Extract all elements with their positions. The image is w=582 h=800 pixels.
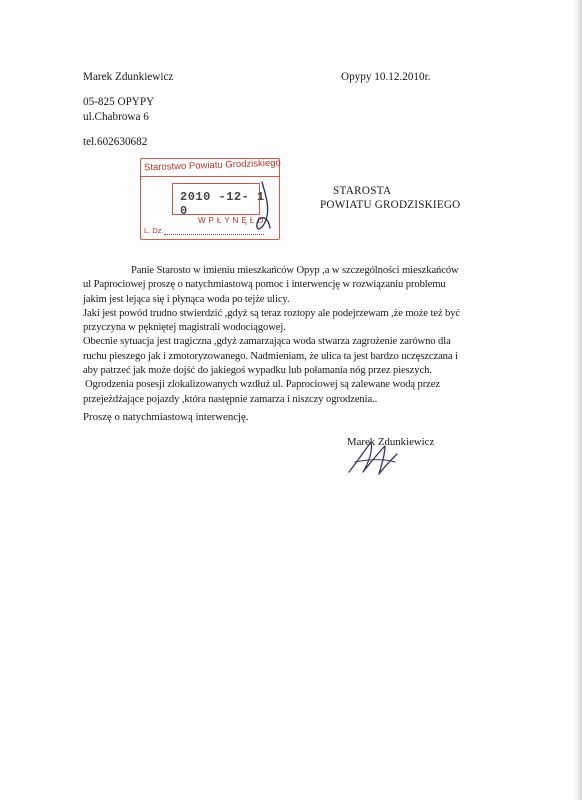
body-line: jakim jest lejąca się i płynąca woda po tejże ulicy. bbox=[83, 293, 290, 305]
recipient-line-1: STAROSTA bbox=[333, 185, 392, 197]
stamp-received-label: WPŁYNĘŁO bbox=[198, 216, 267, 225]
signature-name: Marek Zdunkiewicz bbox=[347, 436, 435, 448]
body-line: Obecnie sytuacja jest tragiczna ,gdyż zamarzająca woda stwarza zagrożenie zarówno dla bbox=[83, 336, 451, 348]
registry-stamp bbox=[140, 158, 280, 240]
stamp-ldz-label: L. Dz. bbox=[144, 226, 164, 235]
body-line: przejeżdżające pojazdy ,która następnie zamarza i niszczy ogrodzenia.. bbox=[83, 393, 378, 405]
sender-name: Marek Zdunkiewicz bbox=[83, 71, 174, 83]
body-line: ul Paprociowej proszę o natychmiastową pomoc i interwencję w rozwiązaniu problemu bbox=[83, 279, 446, 291]
stamp-handwritten-mark bbox=[248, 176, 278, 240]
body-line: aby patrzeć jak może dojść do jakiegoś wypadku lub połamania nóg przez pieszych. bbox=[83, 365, 432, 377]
place-date: Opypy 10.12.2010r. bbox=[341, 71, 431, 83]
body-line: ruchu pieszego jak i zmotoryzowanego. Nadmieniam, że ulica ta jest bardzo uczęszczana i bbox=[83, 350, 458, 362]
stamp-date: 2010 -12- 1 0 bbox=[180, 190, 265, 218]
closing-request: Proszę o natychmiastową interwencję. bbox=[83, 411, 249, 423]
body-line: przyczyna w pękniętej magistrali wodociągowej. bbox=[83, 322, 286, 334]
body-line: Panie Starosto w imieniu mieszkańców Opyp ,a w szczególności mieszkańców bbox=[131, 265, 459, 276]
handwritten-signature bbox=[335, 432, 415, 482]
stamp-title: Starostwo Powiatu Grodziskiego bbox=[143, 157, 281, 174]
sender-street: ul.Chabrowa 6 bbox=[83, 111, 149, 123]
body-line: Jaki jest powód trudno stwierdzić ,gdyż są teraz roztopy ale podejrzewam ,że może też być bbox=[83, 307, 461, 319]
letter-body bbox=[83, 264, 523, 407]
recipient-line-2: POWIATU GRODZISKIEGO bbox=[320, 199, 461, 211]
sender-phone: tel.602630682 bbox=[83, 136, 148, 148]
body-line: Ogrodzenia posesji zlokalizowanych wzdłuż ul. Paprociowej są zalewane wodą przez bbox=[85, 379, 440, 391]
sender-postal: 05-825 OPYPY bbox=[83, 96, 155, 108]
